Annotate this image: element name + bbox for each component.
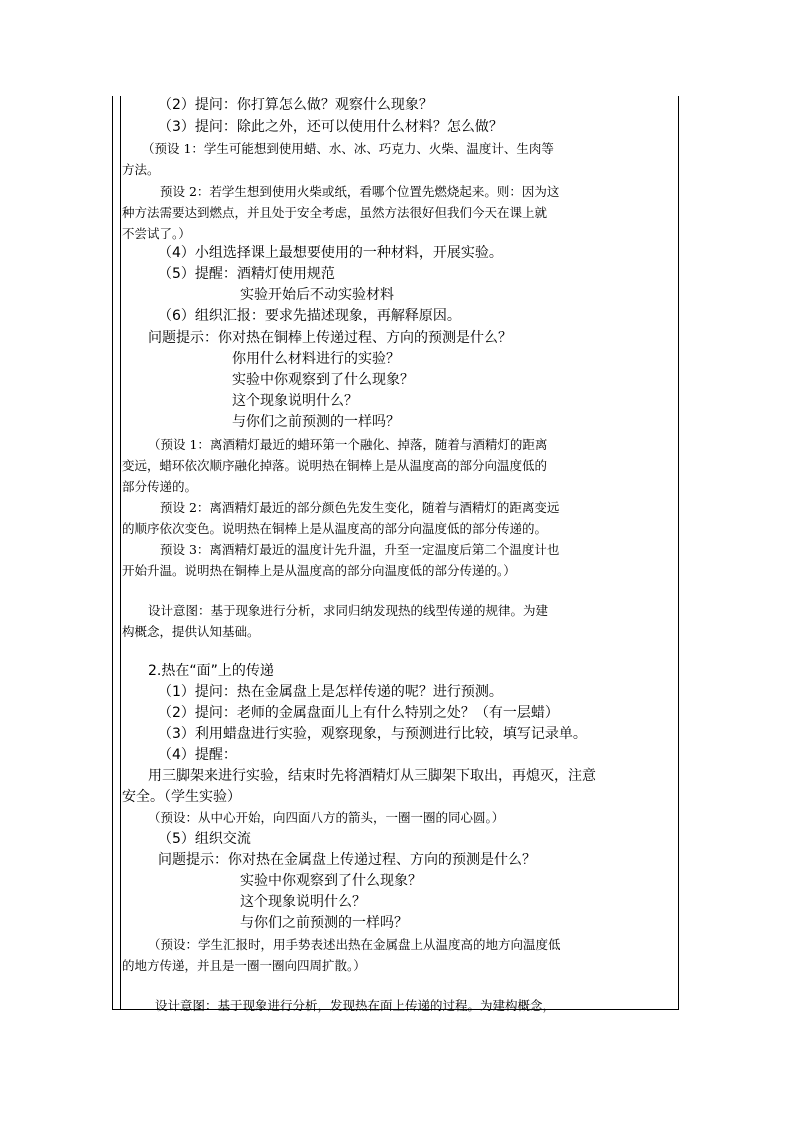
text-line: （4）提醒： [158, 747, 237, 763]
text-line: 实验开始后不动实验材料 [240, 287, 394, 303]
text-line: （4）小组选择课上最想要使用的一种材料，开展实验。 [158, 245, 503, 261]
text-line: 问题提示：你对热在金属盘上传递过程、方向的预测是什么？ [158, 852, 536, 868]
text-line: （5）组织交流 [158, 831, 251, 847]
text-line: （6）组织汇报：要求先描述现象，再解释原因。 [158, 308, 461, 324]
text-line: 预设 3：离酒精灯最近的温度计先升温，升至一定温度后第二个温度计也 [160, 542, 560, 557]
text-line: 安全。（学生实验） [122, 789, 241, 805]
text-line: 的地方传递，并且是一圈一圈向四周扩散。） [122, 958, 366, 973]
text-line: 构概念，提供认知基础。 [122, 624, 260, 639]
text-line: （1）提问：热在金属盘上是怎样传递的呢？进行预测。 [158, 684, 503, 700]
table-inner-border [120, 96, 121, 1010]
text-line: （预设：从中心开始，向四面八方的箭头，一圈一圈的同心圆。） [148, 810, 505, 825]
text-line: 种方法需要达到燃点，并且处于安全考虑，虽然方法很好但我们今天在课上就 [122, 205, 548, 220]
text-line: 这个现象说明什么？ [232, 393, 358, 409]
text-line: 预设 2：离酒精灯最近的部分颜色先发生变化，随着与酒精灯的距离变远 [160, 500, 560, 515]
text-line: 与你们之前预测的一样吗？ [240, 915, 408, 931]
text-line: 用三脚架来进行实验，结束时先将酒精灯从三脚架下取出，再熄灭，注意 [148, 768, 596, 784]
text-line: （2）提问：老师的金属盘面儿上有什么特别之处？（有一层蜡） [158, 705, 559, 721]
text-line: 方法。 [122, 162, 160, 177]
text-line: 设计意图：基于现象进行分析，求同归纳发现热的线型传递的规律。为建 [148, 603, 549, 618]
section-heading: 2.热在“面”上的传递 [148, 663, 274, 679]
text-line: （3）利用蜡盘进行实验，观察现象，与预测进行比较，填写记录单。 [158, 726, 587, 742]
text-line: 与你们之前预测的一样吗？ [232, 414, 400, 430]
text-line: （预设 1：离酒精灯最近的蜡环第一个融化、掉落，随着与酒精灯的距离 [148, 437, 548, 452]
text-line: 实验中你观察到了什么现象？ [240, 873, 422, 889]
text-line: 预设 2：若学生想到使用火柴或纸，看哪个位置先燃烧起来。则：因为这 [160, 184, 560, 199]
text-line: （3）提问：除此之外，还可以使用什么材料？怎么做？ [158, 119, 503, 135]
text-line: （2）提问：你打算怎么做？观察什么现象？ [158, 97, 433, 113]
text-line: 这个现象说明什么？ [240, 894, 366, 910]
text-line: 实验中你观察到了什么现象？ [232, 372, 414, 388]
text-line: 开始升温。说明热在铜棒上是从温度高的部分向温度低的部分传递的。） [122, 563, 516, 578]
text-line: 设计意图：基于现象进行分析，发现热在面上传递的过程。为建构概念， [155, 998, 556, 1013]
text-line: （预设：学生汇报时，用手势表述出热在金属盘上从温度高的地方向温度低 [148, 937, 561, 952]
text-line: 不尝试了。） [122, 226, 191, 241]
text-line: 部分传递的。 [122, 479, 198, 494]
text-line: 你用什么材料进行的实验？ [232, 351, 400, 367]
text-line: 问题提示：你对热在铜棒上传递过程、方向的预测是什么？ [148, 330, 512, 346]
text-line: 变远，蜡环依次顺序融化掉落。说明热在铜棒上是从温度高的部分向温度低的 [122, 458, 548, 473]
text-line: （5）提醒：酒精灯使用规范 [158, 266, 335, 282]
text-line: 的顺序依次变色。说明热在铜棒上是从温度高的部分向温度低的部分传递的。 [122, 521, 548, 536]
text-line: （预设 1：学生可能想到使用蜡、水、冰、巧克力、火柴、温度计、生肉等 [142, 141, 554, 156]
